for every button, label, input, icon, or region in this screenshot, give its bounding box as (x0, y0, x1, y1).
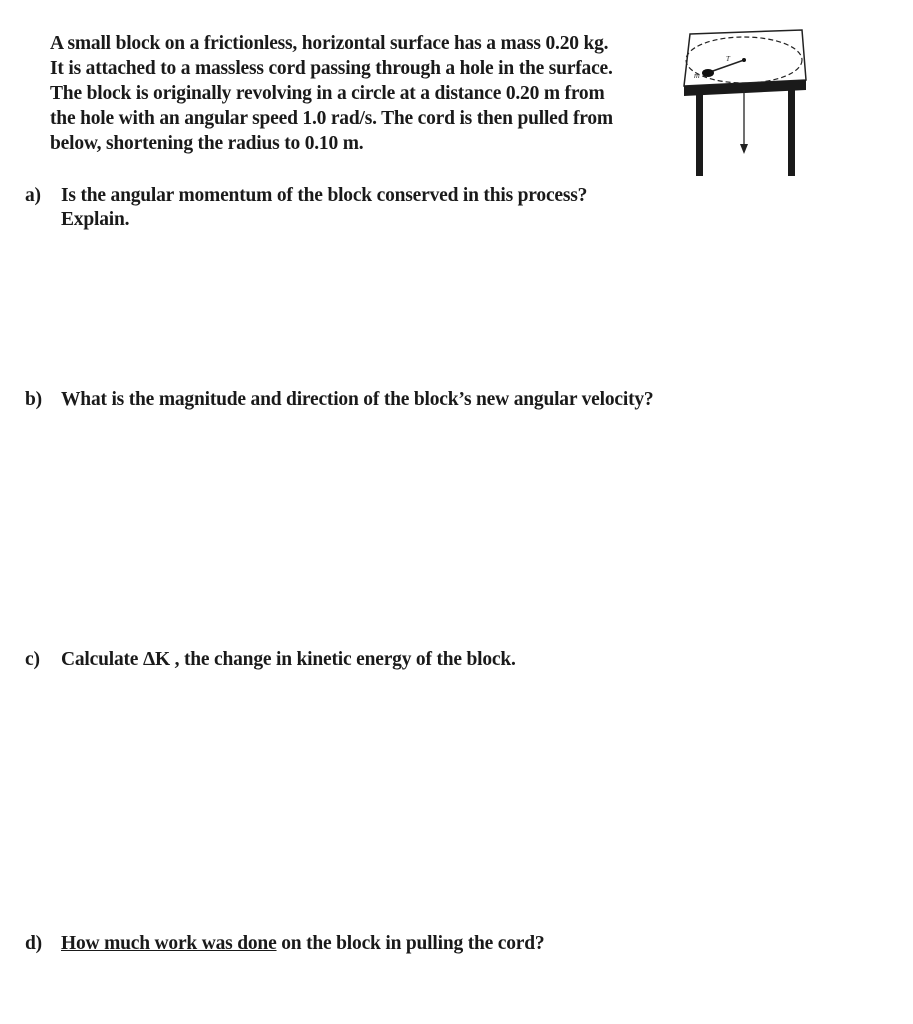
table-diagram (676, 20, 816, 180)
question-d-text-underlined: How much work was done (61, 933, 277, 954)
table-leg-left (696, 94, 703, 176)
problem-line-1: A small block on a frictionless, horizontal surface has a mass 0.20 kg. (50, 33, 609, 54)
block (702, 69, 714, 77)
question-c-text: Calculate ΔK , the change in kinetic energy of the block. (61, 649, 516, 670)
question-a (25, 184, 587, 232)
question-d-label: d) (25, 933, 42, 954)
question-b-label: b) (25, 389, 42, 410)
pull-arrow-icon (740, 144, 748, 154)
table-top-outline (684, 30, 806, 86)
question-a-label: a) (25, 185, 41, 206)
question-d-text: on the block in pulling the cord? (276, 933, 545, 954)
problem-line-3: The block is originally revolving in a circle at a distance 0.20 m from (50, 83, 605, 104)
problem-line-2: It is attached to a massless cord passing through a hole in the surface. (50, 58, 613, 79)
question-a-text-cont: Explain. (61, 209, 130, 230)
problem-statement (50, 31, 675, 156)
question-d (25, 932, 544, 956)
question-b-text: What is the magnitude and direction of the block’s new angular velocity? (61, 389, 654, 410)
mass-label: m (694, 71, 700, 80)
question-a-text: Is the angular momentum of the block conserved in this process? (61, 185, 588, 206)
tension-label: T (726, 55, 730, 63)
table-leg-right (788, 88, 795, 176)
question-b (25, 388, 653, 412)
question-c (25, 648, 516, 672)
problem-line-5: below, shortening the radius to 0.10 m. (50, 133, 364, 154)
problem-line-4: the hole with an angular speed 1.0 rad/s. The cord is then pulled from (50, 108, 613, 129)
hole (742, 58, 746, 62)
question-c-label: c) (25, 649, 40, 670)
